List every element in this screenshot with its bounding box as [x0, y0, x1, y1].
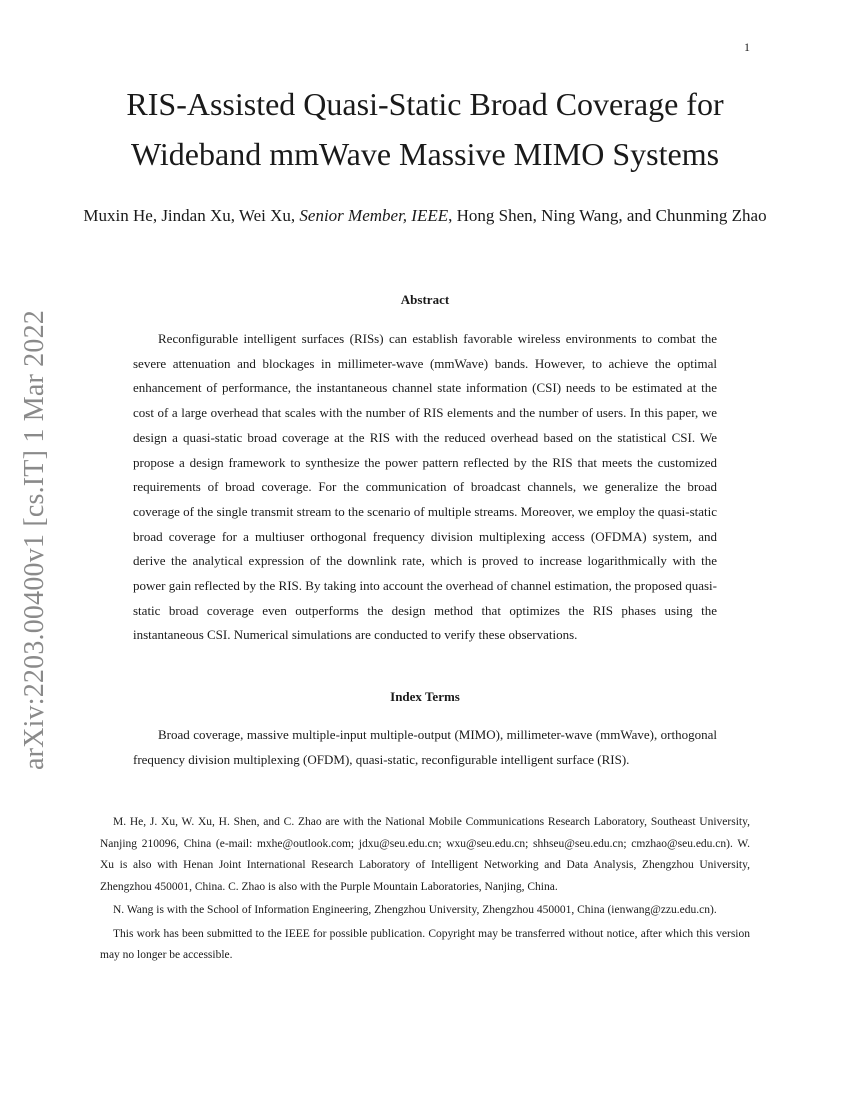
author-membership-grade: Senior Member, IEEE [299, 206, 449, 225]
footnotes [100, 812, 750, 969]
authors-names-rest: , Hong Shen, Ning Wang, and Chunming Zhao [448, 206, 767, 225]
abstract-heading: Abstract [400, 292, 450, 307]
authors-names-first: Muxin He, Jindan Xu, Wei Xu, [83, 206, 300, 225]
page-number: 1 [744, 40, 750, 54]
author-list [70, 199, 780, 233]
index-terms-body: Broad coverage, massive multiple-input multiple-output (MIMO), millimeter-wave (mmWave), orthogonal frequency division multiplexing (OFDM), quasi-static, reconfigurable intelligent surface (RIS). [133, 727, 717, 767]
footnote-wang-affiliation: N. Wang is with the School of Information Engineering, Zhengzhou University, Zhengzhou 450001, China (ienwang@zzu.edu.cn). [113, 904, 717, 916]
arxiv-identifier-stamp: arXiv:2203.00400v1 [cs.IT] 1 Mar 2022 [19, 310, 50, 770]
footnote-copyright-notice: This work has been submitted to the IEEE for possible publication. Copyright may be transferred without notice, after which this version may no longer be accessible. [100, 927, 750, 961]
footnote-affiliations: M. He, J. Xu, W. Xu, H. Shen, and C. Zhao are with the National Mobile Communications Research Laboratory, Southeast University, Nanjing 210096, China (e-mail: mxhe@outlook.com; jdxu@seu.edu.cn; wxu@seu.edu.cn; shhseu@seu.edu.cn; cmzhao@seu.edu.cn). W. Xu is also with Henan Joint International Research Laboratory of Intelligent Networking and Data Analysis, Zhengzhou University, Zhengzhou 450001, China. C. Zhao is also with the Purple Mountain Laboratories, Nanjing, China. [100, 816, 750, 893]
paper-title: RIS-Assisted Quasi-Static Broad Coverage for Wideband mmWave Massive MIMO Systems [126, 86, 724, 172]
index-terms-heading: Index Terms [390, 689, 460, 704]
abstract-body: Reconfigurable intelligent surfaces (RISs) can establish favorable wireless environments to combat the severe attenuation and blockages in millimeter-wave (mmWave) bands. However, to achieve the optimal enhancement of performance, the instantaneous channel state information (CSI) needs to be estimated at the cost of a large overhead that scales with the number of RIS elements and the number of users. In this paper, we design a quasi-static broad coverage at the RIS with the reduced overhead based on the statistical CSI. We propose a design framework to synthesize the power pattern reflected by the RIS that meets the customized requirements of broad coverage. For the communication of broadcast channels, we generalize the broad coverage of the single transmit stream to the scenario of multiple streams. Moreover, we employ the quasi-static broad coverage for a multiuser orthogonal frequency division multiplexing access (OFDMA) system, and derive the analytical expression of the downlink rate, which is proved to increase logarithmically with the power gain reflected by the RIS. By taking into account the overhead of channel estimation, the proposed quasi-static broad coverage even outperforms the design method that optimizes the RIS phases using the instantaneous CSI. Numerical simulations are conducted to verify these observations. [133, 331, 717, 643]
